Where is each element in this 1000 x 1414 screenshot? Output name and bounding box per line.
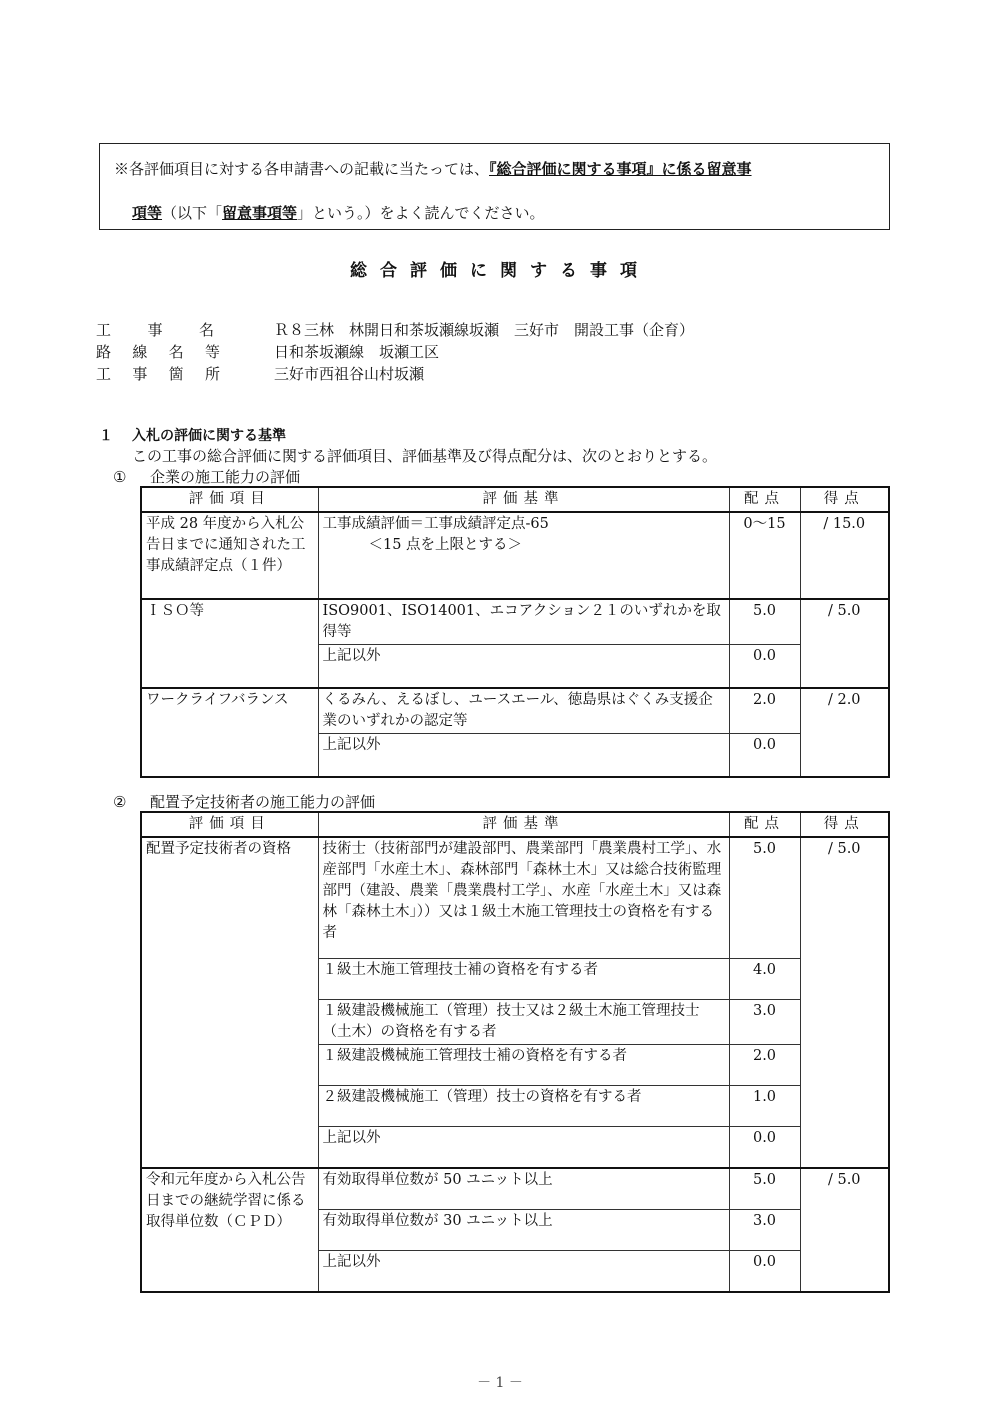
score-value: / 5.0 (800, 599, 889, 688)
evaluation-criteria (318, 837, 729, 959)
criteria-text: 上記以外 (322, 737, 381, 753)
info-label-char: 名 (168, 343, 184, 361)
criteria-text: 上記以外 (322, 1254, 381, 1270)
evaluation-criteria (318, 1000, 729, 1045)
company-evaluation-table (140, 486, 890, 778)
header-criteria: 評価基準 (318, 487, 729, 512)
page-title: 総合評価に関する事項 (350, 261, 650, 281)
points-value: 0〜15 (729, 512, 800, 599)
score-value: / 5.0 (800, 1168, 889, 1292)
criteria-text: 技術士（技術部門が建設部門、農業部門「農業農村工学」、水産部門「水産土木」、森林部門「森林土木」又は総合技術監理部門（建設、農業「農業農村工学」、水産「水産土木」又は森林「森林土木」））又は１級土木施工管理技士の資格を有する者 (322, 841, 722, 941)
table-row (141, 688, 889, 734)
points-value: 0.0 (729, 1251, 800, 1293)
evaluation-criteria (318, 1168, 729, 1210)
evaluation-criteria (318, 1210, 729, 1251)
info-label-char: 工 (96, 321, 112, 339)
info-value: 日和茶坂瀬線 坂瀬工区 (274, 343, 440, 361)
info-value: Ｒ８三林 林開日和茶坂瀬線坂瀬 三好市 開設工事（企育） (274, 321, 695, 339)
evaluation-criteria (318, 599, 729, 645)
points-value: 2.0 (729, 688, 800, 734)
evaluation-criteria (318, 959, 729, 1000)
points-value: 2.0 (729, 1045, 800, 1086)
header-score: 得点 (800, 812, 889, 837)
notice-line-2: 項等（以下「留意事項等」という。）をよく読んでください。 (132, 204, 545, 222)
evaluation-item: ワークライフバランス (141, 688, 318, 777)
info-label (96, 319, 214, 340)
header-item: 評価項目 (141, 487, 318, 512)
table-header-row (141, 487, 889, 512)
info-label (96, 363, 220, 384)
evaluation-criteria (318, 688, 729, 734)
criteria-text: 上記以外 (322, 648, 381, 664)
criteria-text: 上記以外 (322, 1130, 381, 1146)
table-header-row (141, 812, 889, 837)
page-number: － 1 － (477, 1375, 523, 1391)
criteria-text: 工事成績評価＝工事成績評定点-65 (322, 516, 549, 532)
evaluation-criteria (318, 1251, 729, 1293)
subsection-2-heading: ② 配置予定技術者の施工能力の評価 (113, 793, 376, 811)
evaluation-item: 配置予定技術者の資格 (141, 837, 318, 1168)
points-value: 3.0 (729, 1000, 800, 1045)
evaluation-item: 平成 28 年度から入札公告日までに通知された工事成績評定点（１件） (141, 512, 318, 599)
points-value: 1.0 (729, 1086, 800, 1127)
intro-text: この工事の総合評価に関する評価項目、評価基準及び得点配分は、次のとおりとする。 (132, 447, 718, 465)
evaluation-criteria (318, 734, 729, 778)
info-label-char: 路 (96, 343, 112, 361)
evaluation-criteria (318, 1086, 729, 1127)
header-points: 配点 (729, 812, 800, 837)
header-criteria: 評価基準 (318, 812, 729, 837)
evaluation-criteria (318, 645, 729, 689)
notice-line-1: ※各評価項目に対する各申請書への記載に当たっては、『総合評価に関する事項』に係る留意事 (114, 160, 752, 178)
header-item: 評価項目 (141, 812, 318, 837)
info-label-char: 名 (198, 321, 214, 339)
criteria-text: 有効取得単位数が 50 ユニット以上 (322, 1172, 553, 1188)
criteria-text: 有効取得単位数が 30 ユニット以上 (322, 1213, 553, 1229)
info-value: 三好市西祖谷山村坂瀬 (274, 365, 425, 383)
table-row (141, 837, 889, 959)
info-label-char: 工 (96, 365, 112, 383)
table-row (141, 512, 889, 599)
info-label-char: 線 (132, 343, 148, 361)
criteria-text: １級土木施工管理技士補の資格を有する者 (322, 962, 598, 978)
info-label-char: 箇 (168, 365, 184, 383)
score-value: / 5.0 (800, 837, 889, 1168)
points-value: 0.0 (729, 645, 800, 689)
table-row (141, 599, 889, 645)
table-row (141, 1168, 889, 1210)
points-value: 4.0 (729, 959, 800, 1000)
score-value: / 15.0 (800, 512, 889, 599)
points-value: 0.0 (729, 1127, 800, 1169)
evaluation-criteria (318, 512, 729, 599)
info-label (96, 341, 220, 362)
criteria-text: ISO9001、ISO14001、エコアクション２１のいずれかを取得等 (322, 603, 721, 640)
evaluation-item: ＩＳＯ等 (141, 599, 318, 688)
score-value: / 2.0 (800, 688, 889, 777)
header-score: 得点 (800, 487, 889, 512)
header-points: 配点 (729, 487, 800, 512)
section-heading: １ 入札の評価に関する基準 (99, 428, 286, 444)
info-label-char: 事 (147, 321, 163, 339)
evaluation-criteria (318, 1127, 729, 1169)
evaluation-criteria (318, 1045, 729, 1086)
subsection-1-heading: ① 企業の施工能力の評価 (113, 468, 301, 486)
evaluation-item: 令和元年度から入札公告日までの継続学習に係る取得単位数（ＣＰＤ） (141, 1168, 318, 1292)
points-value: 0.0 (729, 734, 800, 778)
criteria-text: ２級建設機械施工（管理）技士の資格を有する者 (322, 1089, 642, 1105)
points-value: 5.0 (729, 1168, 800, 1210)
engineer-evaluation-table (140, 811, 890, 1293)
criteria-text: １級建設機械施工（管理）技士又は２級土木施工管理技士（土木）の資格を有する者 (322, 1003, 700, 1040)
info-label-char: 所 (204, 365, 220, 383)
points-value: 5.0 (729, 599, 800, 645)
points-value: 5.0 (729, 837, 800, 959)
info-label-char: 事 (132, 365, 148, 383)
criteria-text: くるみん、えるぼし、ユースエール、徳島県はぐくみ支援企業のいずれかの認定等 (322, 692, 713, 729)
notice-box (99, 143, 890, 230)
criteria-note: ＜15 点を上限とする＞ (368, 537, 523, 553)
criteria-text: １級建設機械施工管理技士補の資格を有する者 (322, 1048, 627, 1064)
info-label-char: 等 (204, 343, 220, 361)
points-value: 3.0 (729, 1210, 800, 1251)
